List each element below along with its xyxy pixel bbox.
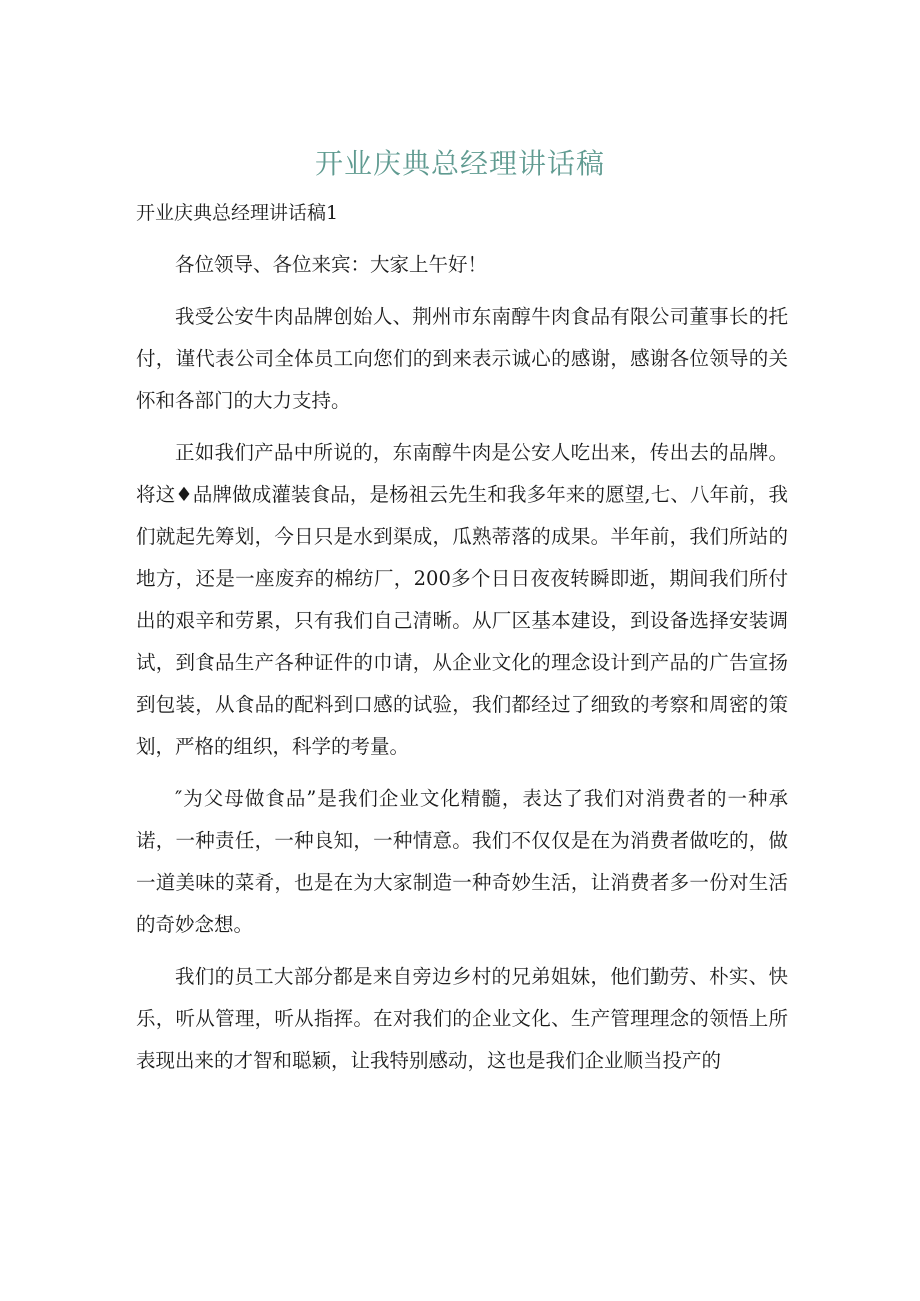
paragraph-thanks: 我受公安牛肉品牌创始人、荆州市东南醇牛肉食品有限公司董事长的托付，谨代表公司全体员工向您们的到来表示诚心的感谢，感谢各位领导的关怀和各部门的大力支持。 (136, 305, 788, 412)
paragraph-culture: ″为父母做食品”是我们企业文化精髓，表达了我们对消费者的一种承诺，一种责任，一种良知，一种情意。我们不仅仅是在为消费者做吃的，做一道美味的菜肴，也是在为大家制造一种奇妙生活，让消费者多一份对生活的奇妙念想。 (136, 787, 788, 936)
document-subtitle: 开业庆典总经理讲话稿1 (136, 202, 339, 224)
paragraph-brand-history: 正如我们产品中所说的，东南醇牛肉是公安人吃出来，传出去的品牌。将这♦品牌做成灌装食品，是杨祖云先生和我多年来的愿望,七、八年前，我们就起先筹划，今日只是水到渠成，瓜熟蒂落的成果。半年前，我们所站的地方，还是一座废弃的棉纺厂，200多个日日夜夜转瞬即逝，期间我们所付出的艰辛和劳累，只有我们自己清晰。从厂区基本建设，到设备选择安装调试，到食品生产各种证件的巾请，从企业文化的理念设计到产品的广告宣扬到包装，从食品的配料到口感的试验，我们都经过了细致的考察和周密的策划，严格的组织，科学的考量。 (136, 441, 788, 758)
document-body (136, 244, 788, 1092)
document-title: 开业庆典总经理讲话稿 (314, 147, 605, 180)
paragraph-greeting: 各位领导、各位来宾：大家上午好！ (175, 253, 488, 276)
paragraph-employees: 我们的员工大部分都是来自旁边乡村的兄弟姐妹，他们勤劳、朴实、快乐，听从管理，听从指挥。在对我们的企业文化、生产管理理念的领悟上所表现出来的才智和聪颖，让我特别感动，这也是我们企业顺当投产的 (136, 965, 788, 1072)
